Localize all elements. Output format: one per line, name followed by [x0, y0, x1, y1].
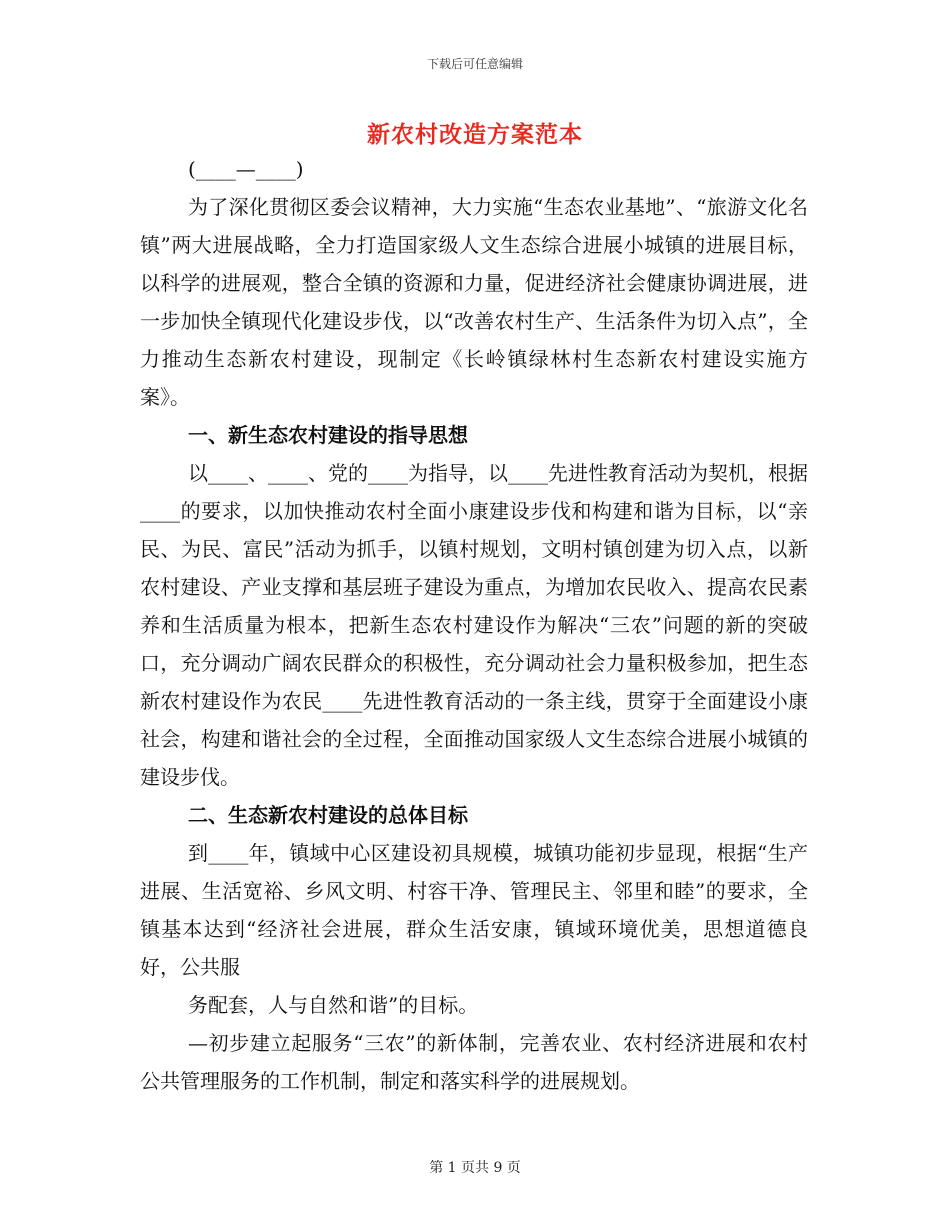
- paragraph-overall-goal: 到____年，镇域中心区建设初具规模，城镇功能初步显现，根据“生产进展、生活宽裕、乡风文明、村容干净、管理民主、邻里和睦”的要求，全镇基本达到“经济社会进展，群众生活安康，镇域环境优美，思想道德良好，公共服: [140, 841, 808, 979]
- paragraph-guiding-thought: 以____、____、党的____为指导，以____先进性教育活动为契机，根据____的要求，以加快推动农村全面小康建设步伐和构建和谐为目标，以“亲民、为民、富民”活动为抓手，以镇村规划，文明村镇创建为切入点，以新农村建设、产业支撑和基层班子建设为重点，为增加农民收入、提高农民素养和生活质量为根本，把新生态农村建设作为解决“三农”问题的新的突破口，充分调动广阔农民群众的积极性，充分调动社会力量积极参加，把生态新农村建设作为农民____先进性教育活动的一条主线，贯穿于全面建设小康社会，构建和谐社会的全过程，全面推动国家级人文生态综合进展小城镇的建设步伐。: [140, 461, 808, 789]
- paragraph-goal-item-1: —初步建立起服务“三农”的新体制，完善农业、农村经济进展和农村公共管理服务的工作机制，制定和落实科学的进展规划。: [140, 1031, 808, 1093]
- page-footer: 第 1 页共 9 页: [429, 1160, 521, 1176]
- section-heading-2: 二、生态新农村建设的总体目标: [188, 803, 468, 827]
- document-title: 新农村改造方案范本: [367, 121, 583, 148]
- paragraph-overall-goal-cont: 务配套，人与自然和谐”的目标。: [188, 993, 479, 1017]
- document-body: [140, 150, 808, 1100]
- paragraph-intro: 为了深化贯彻区委会议精神，大力实施“生态农业基地”、“旅游文化名镇”两大进展战略，全力打造国家级人文生态综合进展小城镇的进展目标，以科学的进展观，整合全镇的资源和力量，促进经济社会健康协调进展，进一步加快全镇现代化建设步伐，以“改善农村生产、生活条件为切入点”，全力推动生态新农村建设，现制定《长岭镇绿林村生态新农村建设实施方案》。: [140, 195, 808, 409]
- section-heading-1: 一、新生态农村建设的指导思想: [188, 423, 468, 447]
- page-header: 下载后可任意编辑: [426, 57, 523, 71]
- date-line: (____—____): [188, 157, 304, 181]
